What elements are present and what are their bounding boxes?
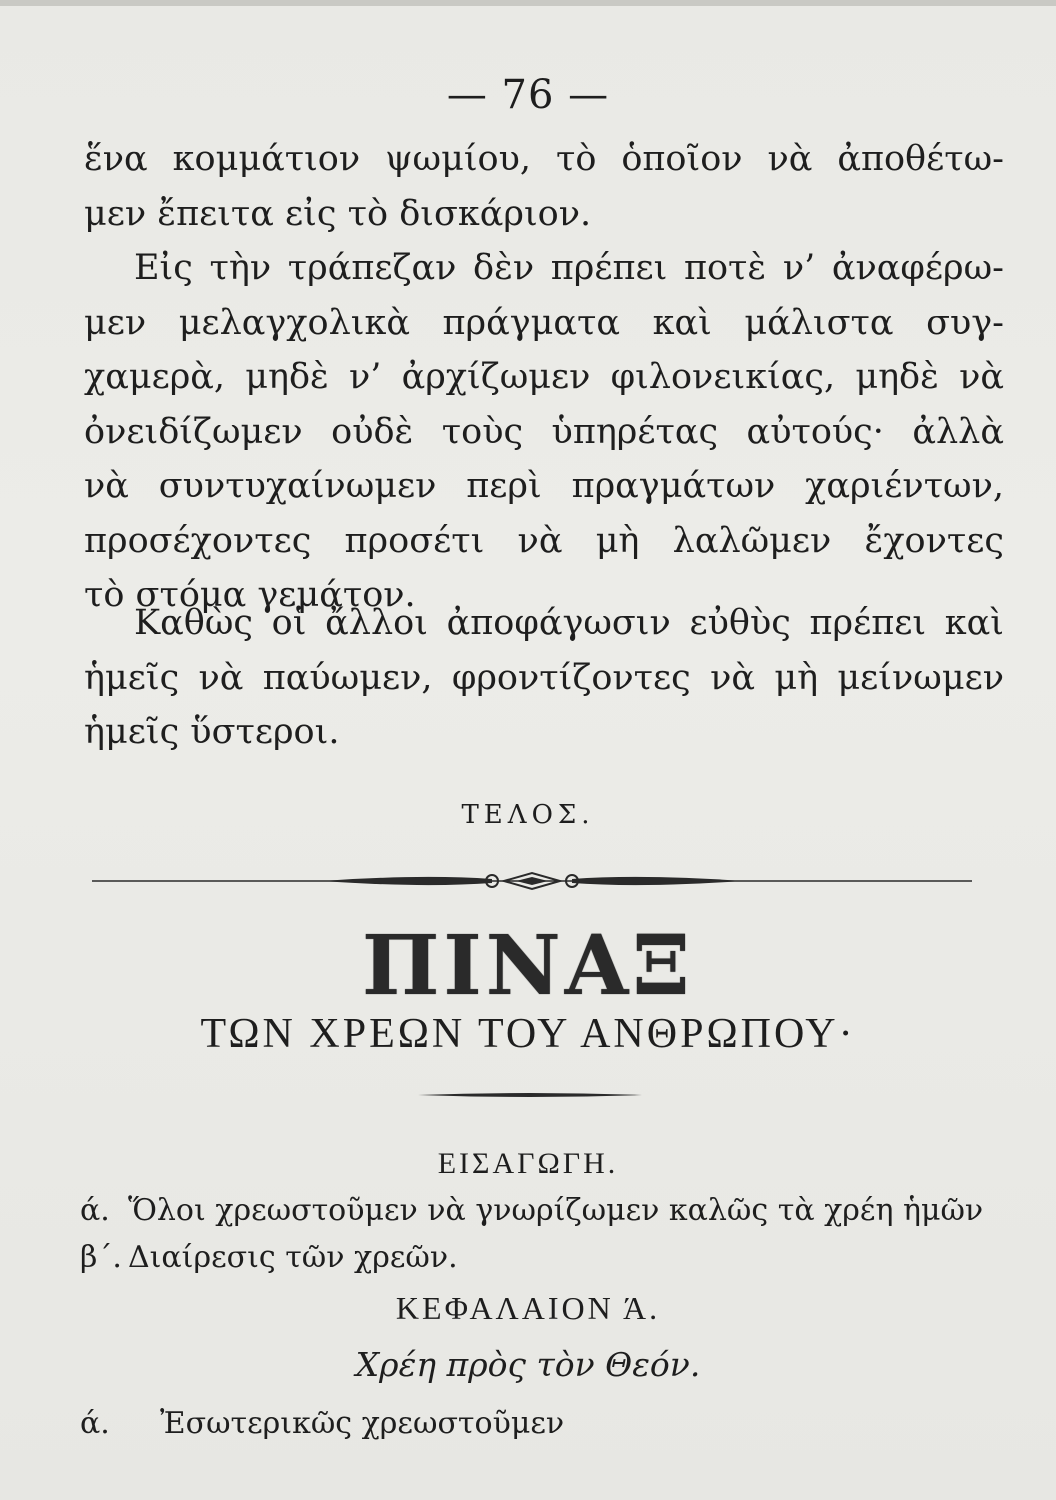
page-number: — 76 — [446, 72, 610, 118]
paragraph-2 [84, 241, 1004, 623]
item-text: Ὅλοι χρεωστοῦμεν νὰ γνωρίζωμεν καλῶς τὰ χρέη ἡμῶν [128, 1193, 984, 1228]
list-item [80, 1193, 983, 1228]
item-text: Διαίρεσις τῶν χρεῶν. [128, 1240, 458, 1275]
text-line: ἕνα κομμάτιον ψωμίου, τὸ ὁποῖον νὰ ἀποθέτω- [84, 139, 1004, 179]
table-title: ΠΙΝΑΞ [361, 918, 695, 1014]
section-rule [418, 1090, 642, 1100]
text-line: νὰ συντυχαίνωμεν περὶ πραγμάτων χαριέντων, [84, 466, 1004, 506]
item-text: Ἐσωτερικῶς χρεωστοῦμεν [160, 1406, 565, 1441]
text-line: Καθὼς οἱ ἄλλοι ἀποφάγωσιν εὐθὺς πρέπει καὶ [134, 603, 1004, 643]
text-line: μεν ἔπειτα εἰς τὸ δισκάριον. [84, 193, 592, 234]
paragraph-1 [84, 132, 1004, 241]
item-number: ά. [80, 1193, 110, 1228]
list-item [80, 1406, 564, 1441]
text-line: τὸ στόμα γεμάτον. [84, 575, 416, 615]
item-number: β΄. [80, 1240, 122, 1275]
chapter-heading: ΚΕΦΑΛΑΙΟΝ Ά. [395, 1290, 661, 1326]
text-line: ἡμεῖς ὕστεροι. [84, 712, 340, 752]
end-mark: ΤΕΛΟΣ. [461, 800, 595, 830]
list-item [80, 1240, 458, 1275]
page-top-edge [0, 0, 1056, 6]
text-line: Εἰς τὴν τράπεζαν δὲν πρέπει ποτὲ ν’ ἀναφέρω- [134, 248, 1004, 288]
table-subtitle: ΤΩΝ ΧΡΕΩΝ ΤΟΥ ΑΝΘΡΩΠΟΥ· [200, 1011, 856, 1057]
text-line: χαμερὰ, μηδὲ ν’ ἀρχίζωμεν φιλονεικίας, μηδὲ νὰ [84, 357, 1004, 397]
item-number: ά. [80, 1406, 110, 1441]
text-line: προσέχοντες προσέτι νὰ μὴ λαλῶμεν ἔχοντες [84, 520, 1004, 561]
introduction-heading: ΕΙΣΑΓΩΓΗ. [437, 1147, 619, 1180]
chapter-subheading: Χρέη πρὸς τὸν Θεόν. [355, 1345, 701, 1384]
paragraph-3 [84, 596, 1004, 760]
text-line: ὀνειδίζωμεν οὐδὲ τοὺς ὑπηρέτας αὐτούς· ἀλλὰ [84, 411, 1004, 452]
text-line: ἡμεῖς νὰ παύωμεν, φροντίζοντες νὰ μὴ μείνωμεν [84, 657, 1004, 698]
text-line: μεν μελαγχολικὰ πράγματα καὶ μάλιστα συγ- [84, 302, 1004, 343]
ornamental-rule [92, 866, 972, 896]
